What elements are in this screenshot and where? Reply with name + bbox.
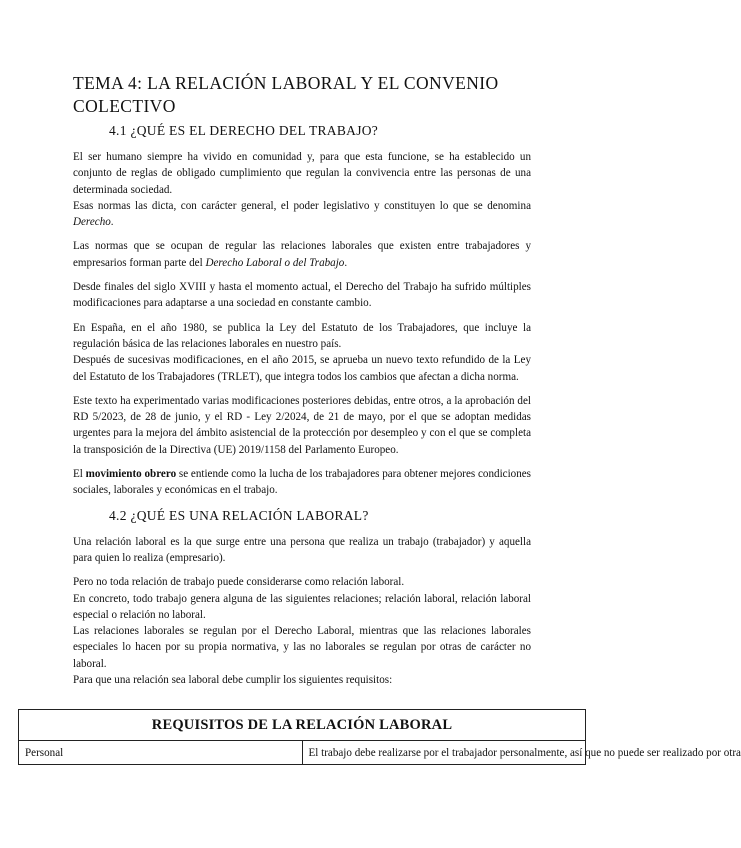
paragraph: El movimiento obrero se entiende como la lucha de los trabajadores para obtener mejores condiciones sociales, laborales y económicas en el trabajo. (73, 468, 531, 497)
paragraph: El ser humano siempre ha vivido en comunidad y, para que esta funcione, se ha establecido un conjunto de reglas de obligado cumplimiento que regulan la convivencia entre las personas de una determinada sociedad. (73, 151, 531, 196)
paragraph: Este texto ha experimentado varias modificaciones posteriores debidas, entre otros, a la aprobación del RD 5/2023, de 28 de junio, y el RD - Ley 2/2024, de 21 de mayo, por el que se adoptan medidas urgentes para la mejora del ámbito asistencial de la protección por desempleo y con el que se completa la transposición de la Directiva (UE) 2019/1158 del Parlamento Europeo. (73, 394, 531, 456)
paragraph: Pero no toda relación de trabajo puede considerarse como relación laboral. (73, 576, 405, 589)
paragraph: Una relación laboral es la que surge entre una persona que realiza un trabajo (trabajador) y aquella para quien lo realiza (empresario). (73, 535, 531, 564)
table-cell-label: Personal (19, 741, 303, 765)
table-row (19, 741, 586, 765)
document-body (73, 72, 531, 688)
paragraph: En concreto, todo trabajo genera alguna de las siguientes relaciones; relación laboral, relación laboral especial o relación no laboral. (73, 592, 531, 621)
table-cell-text: El trabajo debe realizarse por el trabajador personalmente, así que no puede ser realizado por otra (302, 741, 586, 765)
document-title: TEMA 4: LA RELACIÓN LABORAL Y EL CONVENIO COLECTIVO (73, 73, 499, 116)
paragraph: Las relaciones laborales se regulan por el Derecho Laboral, mientras que las relaciones laborales especiales lo hacen por su propia normativa, y las no laborales se regulan por otras de carácter no laboral. (73, 625, 531, 670)
section-heading-4-1: 4.1 ¿QUÉ ES EL DERECHO DEL TRABAJO? (109, 123, 379, 138)
table-header: REQUISITOS DE LA RELACIÓN LABORAL (19, 710, 586, 741)
emphasis-text: Derecho (73, 216, 111, 229)
paragraph: Esas normas las dicta, con carácter general, el poder legislativo y constituyen lo que se denomina Derecho. (73, 199, 531, 229)
paragraph: En España, en el año 1980, se publica la Ley del Estatuto de los Trabajadores, que incluye la regulación básica de las relaciones laborales en nuestro país. (73, 321, 531, 350)
paragraph: Después de sucesivas modificaciones, en el año 2015, se aprueba un nuevo texto refundido de la Ley del Estatuto de los Trabajadores (TRLET), que integra todos los cambios que afectan a dicha norma. (73, 354, 531, 383)
bold-term: movimiento obrero (85, 468, 177, 481)
table-header-row (19, 710, 586, 741)
paragraph: Las normas que se ocupan de regular las relaciones laborales que existen entre trabajadores y empresarios forman parte del Derecho Laboral o del Trabajo. (73, 240, 531, 269)
paragraph: Para que una relación sea laboral debe cumplir los siguientes requisitos: (73, 674, 393, 687)
emphasis-text: Derecho Laboral o del Trabajo (205, 256, 345, 269)
section-heading-4-2: 4.2 ¿QUÉ ES UNA RELACIÓN LABORAL? (109, 507, 369, 523)
requirements-table (18, 709, 741, 765)
paragraph: Desde finales del siglo XVIII y hasta el momento actual, el Derecho del Trabajo ha sufrido múltiples modificaciones para adaptarse a una sociedad en constante cambio. (73, 281, 531, 310)
